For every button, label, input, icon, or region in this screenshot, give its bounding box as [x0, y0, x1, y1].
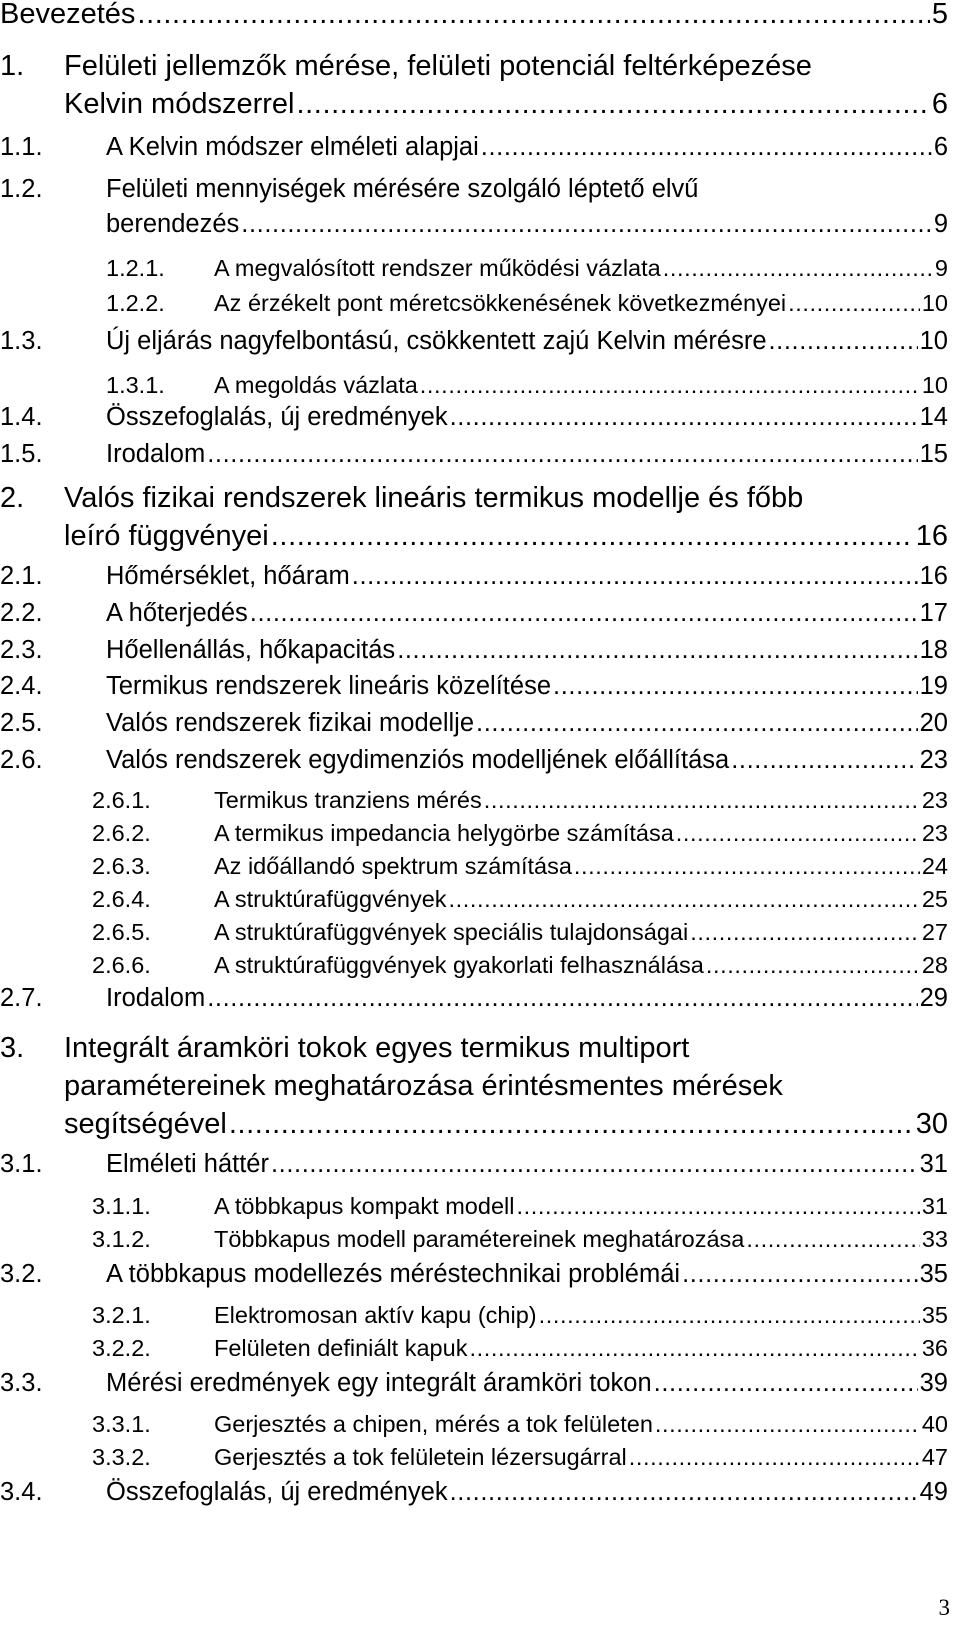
toc-entry-title: A többkapus modellezés méréstechnikai problémái [106, 1260, 681, 1288]
dot-leader [682, 1262, 918, 1288]
toc-entry-page: 10 [921, 290, 948, 316]
toc-entry-page: 20 [919, 709, 948, 737]
dot-leader [481, 135, 932, 161]
dot-leader [397, 638, 917, 664]
toc-entry-number: 1.5. [0, 440, 43, 468]
dot-leader [746, 1228, 920, 1252]
toc-entry-number: 3.1.1. [92, 1193, 151, 1219]
toc-entry-page: 27 [921, 919, 948, 945]
toc-entry-title: paramétereinek meghatározása érintésmentes mérések [64, 1070, 783, 1102]
toc-entry-title: Irodalom [106, 440, 206, 468]
toc-entry-page: 28 [921, 952, 948, 978]
toc-entry-page: 14 [919, 403, 948, 431]
toc-entry-page: 30 [915, 1108, 948, 1140]
toc-entry-number: 3.1. [0, 1150, 43, 1178]
toc-entry-number: 2.5. [0, 709, 43, 737]
toc-entry-page: 10 [921, 372, 948, 398]
toc-entry-title: leíró függvényei [64, 520, 269, 552]
dot-leader [296, 90, 929, 119]
toc-entry-page: 9 [933, 210, 948, 238]
toc-entry-page: 6 [931, 88, 948, 120]
toc-entry-page: 25 [921, 886, 948, 912]
toc-entry-title: Felületen definiált kapuk [214, 1335, 468, 1361]
dot-leader [420, 374, 920, 398]
toc-entry-title: Az időállandó spektrum számítása [214, 853, 572, 879]
toc-entry-title: Többkapus modell paramétereinek meghatározása [214, 1226, 745, 1252]
toc-entry-page: 49 [919, 1478, 948, 1506]
toc-entry-title: Az érzékelt pont méretcsökkenésének következményei [214, 290, 787, 316]
toc-entry-page: 10 [919, 327, 948, 355]
toc-entry-number: 2. [0, 482, 25, 514]
dot-leader [137, 0, 929, 29]
toc-entry-title: Termikus tranziens mérés [214, 787, 482, 813]
dot-leader [629, 1446, 920, 1470]
dot-leader [788, 292, 920, 316]
toc-entry-title: Termikus rendszerek lineáris közelítése [106, 672, 552, 700]
toc-entry-title: Kelvin módszerrel [64, 88, 295, 120]
toc-entry-number: 2.6.6. [92, 952, 151, 978]
toc-entry-number: 3.4. [0, 1478, 43, 1506]
toc-entry-title: A megvalósított rendszer működési vázlata [214, 255, 661, 281]
toc-entry-number: 3.3.2. [92, 1444, 151, 1470]
dot-leader [706, 954, 920, 978]
toc-entry-page: 36 [921, 1335, 948, 1361]
toc-entry-number: 2.6.1. [92, 787, 151, 813]
toc-entry-page: 6 [933, 133, 948, 161]
toc-entry-number: 1.3. [0, 327, 43, 355]
toc-entry-page: 39 [919, 1369, 948, 1397]
toc-entry-number: 1.4. [0, 403, 43, 431]
toc-entry-page: 29 [919, 984, 948, 1012]
dot-leader [207, 442, 917, 468]
toc-entry-number: 2.4. [0, 672, 43, 700]
toc-entry-page: 15 [919, 440, 948, 468]
toc-entry-number: 3.2. [0, 1260, 43, 1288]
toc-entry-page: 9 [934, 255, 948, 281]
dot-leader [449, 888, 920, 912]
toc-entry-page: 19 [919, 672, 948, 700]
dot-leader [655, 1413, 920, 1437]
toc-entry-title: berendezés [106, 210, 240, 238]
dot-leader [769, 329, 918, 355]
toc-entry-number: 2.1. [0, 562, 43, 590]
dot-leader [516, 1195, 919, 1219]
toc-entry-title: Felületi jellemzők mérése, felületi potenciál feltérképezése [64, 50, 812, 82]
toc-entry-number: 3.3.1. [92, 1411, 151, 1437]
toc-entry-page: 35 [919, 1260, 948, 1288]
toc-entry-page: 23 [921, 787, 948, 813]
toc-entry-title: A hőterjedés [106, 599, 248, 627]
toc-entry-page: 47 [921, 1444, 948, 1470]
dot-leader [654, 1371, 918, 1397]
toc-entry-number: 3.1.2. [92, 1226, 151, 1252]
toc-entry-number: 3.2.1. [92, 1302, 151, 1328]
dot-leader [271, 522, 914, 551]
dot-leader [663, 257, 933, 281]
toc-entry-page: 31 [921, 1193, 948, 1219]
toc-entry-page: 31 [919, 1150, 948, 1178]
toc-entry-title: Valós fizikai rendszerek lineáris termikus modellje és főbb [64, 482, 804, 514]
toc-entry-page: 40 [921, 1411, 948, 1437]
dot-leader [241, 212, 932, 238]
toc-entry-page: 23 [921, 820, 948, 846]
toc-entry-number: 1.2.1. [106, 255, 165, 281]
dot-leader [469, 1337, 919, 1361]
toc-entry-page: 16 [915, 520, 948, 552]
toc-entry-title: A struktúrafüggvények [214, 886, 447, 912]
dot-leader [484, 789, 920, 813]
toc-entry-number: 2.2. [0, 599, 43, 627]
toc-entry-title: Új eljárás nagyfelbontású, csökkentett zajú Kelvin mérésre [106, 327, 767, 355]
toc-entry-title: A struktúrafüggvények gyakorlati felhasználása [214, 952, 704, 978]
dot-leader [690, 921, 920, 945]
dot-leader [450, 1480, 918, 1506]
toc-entry-number: 2.6.5. [92, 919, 151, 945]
toc-entry-number: 1. [0, 50, 25, 82]
toc-entry-title: Mérési eredmények egy integrált áramköri tokon [106, 1369, 652, 1397]
toc-entry-title: A megoldás vázlata [214, 372, 418, 398]
toc-entry-number: 1.2. [0, 175, 43, 203]
toc-entry-number: 3. [0, 1032, 25, 1064]
toc-entry-number: 2.6.3. [92, 853, 151, 879]
toc-entry-title: Hőellenállás, hőkapacitás [106, 636, 396, 664]
dot-leader [229, 1110, 914, 1139]
toc-entry-title: Valós rendszerek fizikai modellje [106, 709, 475, 737]
toc-entry-title: Elektromosan aktív kapu (chip) [214, 1302, 537, 1328]
dot-leader [553, 674, 918, 700]
toc-entry-number: 2.6. [0, 746, 43, 774]
toc-entry-title: A többkapus kompakt modell [214, 1193, 515, 1219]
toc-entry-number: 1.1. [0, 133, 43, 161]
toc-entry-title: Integrált áramköri tokok egyes termikus multiport [64, 1032, 690, 1064]
toc-entry-number: 1.3.1. [106, 372, 165, 398]
page-number: 3 [938, 1595, 950, 1620]
toc-entry-title: Összefoglalás, új eredmények [106, 1478, 448, 1506]
toc-entry-title: Összefoglalás, új eredmények [106, 403, 448, 431]
dot-leader [250, 601, 918, 627]
toc-entry-number: 2.3. [0, 636, 43, 664]
dot-leader [476, 711, 918, 737]
toc-entry-title: Gerjesztés a chipen, mérés a tok felületen [214, 1411, 653, 1437]
toc-entry-title: Bevezetés [0, 0, 136, 30]
toc-entry-title: segítségével [64, 1108, 227, 1140]
toc-entry-title: Irodalom [106, 984, 206, 1012]
dot-leader [207, 986, 917, 1012]
dot-leader [450, 405, 918, 431]
dot-leader [574, 855, 920, 879]
toc-entry-title: A Kelvin módszer elméleti alapjai [106, 133, 479, 161]
toc-entry-page: 16 [919, 562, 948, 590]
toc-entry-page: 23 [919, 746, 948, 774]
toc-entry-number: 3.2.2. [92, 1335, 151, 1361]
dot-leader [676, 822, 920, 846]
toc-entry-page: 24 [921, 853, 948, 879]
toc-entry-page: 17 [919, 599, 948, 627]
toc-entry-title: A termikus impedancia helygörbe számítása [214, 820, 674, 846]
toc-entry-number: 2.6.4. [92, 886, 151, 912]
toc-entry-page: 33 [921, 1226, 948, 1252]
toc-entry-title: A struktúrafüggvények speciális tulajdonságai [214, 919, 689, 945]
toc-entry-page: 35 [921, 1302, 948, 1328]
toc-entry-page: 18 [919, 636, 948, 664]
toc-entry-title: Felületi mennyiségek mérésére szolgáló léptető elvű [106, 175, 699, 203]
toc-entry-title: Valós rendszerek egydimenziós modelljének előállítása [106, 746, 730, 774]
toc-entry-title: Elméleti háttér [106, 1150, 269, 1178]
toc-entry-number: 1.2.2. [106, 290, 165, 316]
toc-entry-title: Hőmérséklet, hőáram [106, 562, 350, 590]
dot-leader [731, 748, 917, 774]
dot-leader [539, 1304, 920, 1328]
toc-entry-title: Gerjesztés a tok felületein lézersugárral [214, 1444, 627, 1470]
toc-entry-number: 2.7. [0, 984, 43, 1012]
toc-entry-number: 3.3. [0, 1369, 43, 1397]
toc-entry-page: 5 [931, 0, 948, 30]
dot-leader [352, 564, 918, 590]
toc-entry-number: 2.6.2. [92, 820, 151, 846]
dot-leader [271, 1152, 918, 1178]
